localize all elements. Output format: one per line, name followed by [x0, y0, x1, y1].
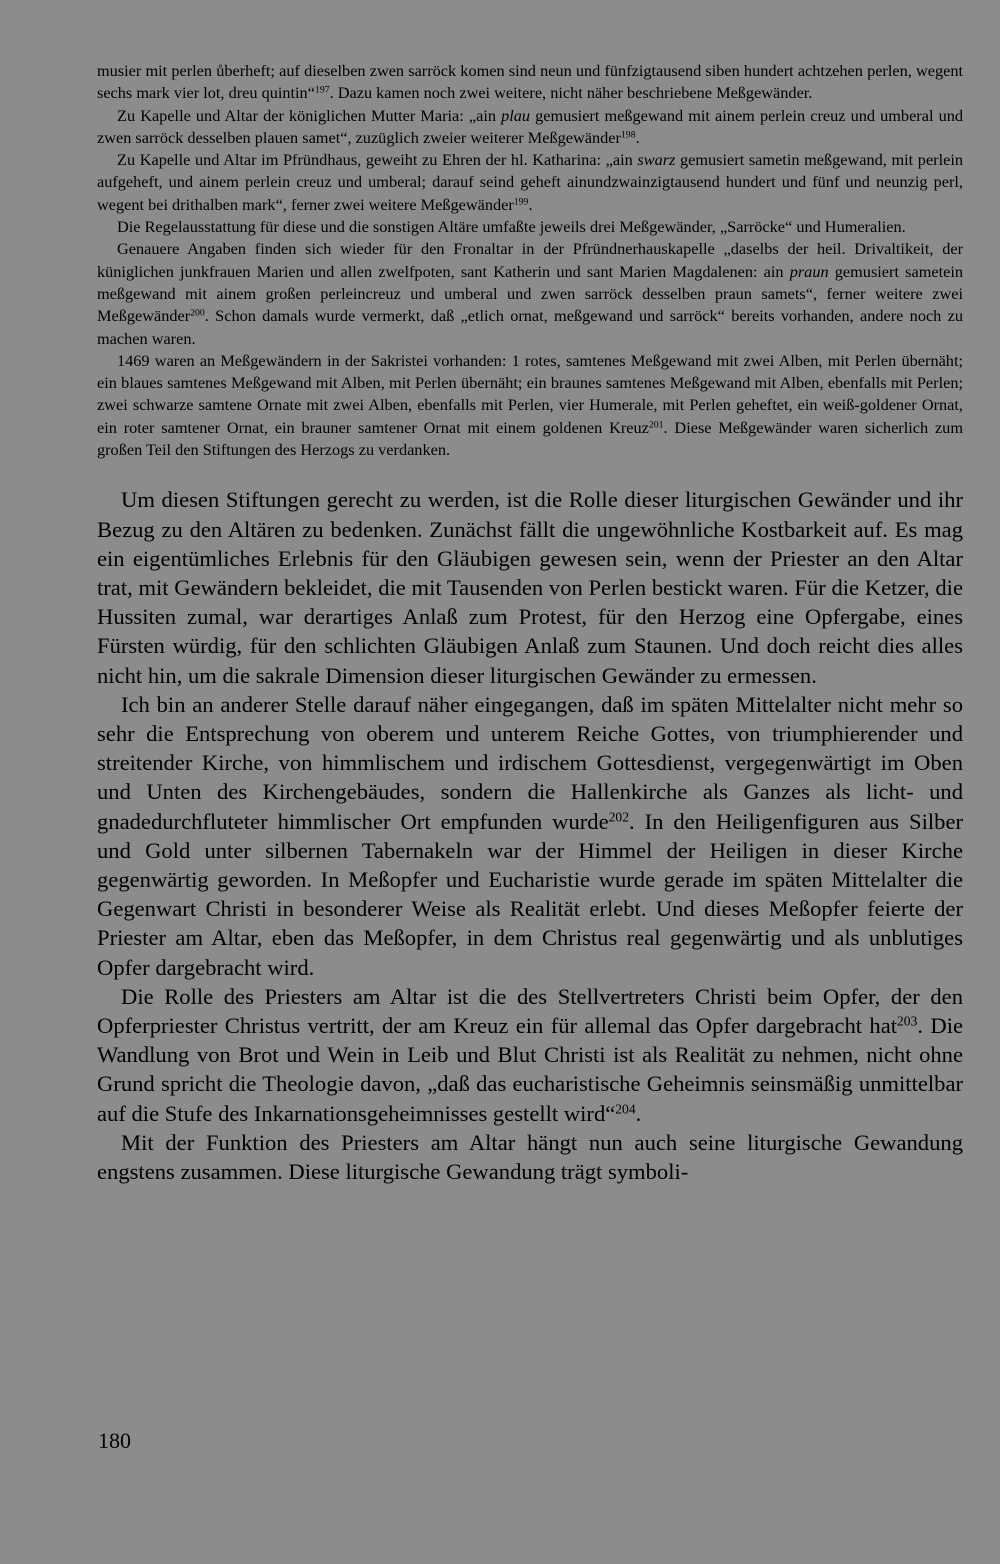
text-run: gemusiert sametin meßgewand, mit perlein aufgeheft, und ainem perlein creuz und umberal; darauf seind geheft ainundzwainzigtausend hundert und fünf und neunzig perl, wegent bei drithalben mark“, ferner zwei weitere Meßgewänder	[97, 150, 964, 214]
text-run: Zu Kapelle und Altar der königlichen Mutter Maria: „ain	[117, 105, 502, 125]
text-run: .	[635, 127, 640, 147]
main-text-block	[97, 485, 963, 1186]
text-run: . In den Heiligenfiguren aus Silber und Gold unter silbernen Tabernakeln war der Himmel der Heiligen in dieser Kirche gegenwärtig geworden. In Meßopfer und Eucharistie wurde gerade im späten Mittelalter die Gegenwart Christi in besonderer Weise als Realität erlebt. Und dieses Meßopfer feierte der Priester am Altar, eben das Meßopfer, in dem Christus real gegenwärtig und als unblutiges Opfer dargebracht wird.	[97, 808, 963, 980]
text-run: Genauere Angaben finden sich wieder für den Fronaltar in der Pfründnerhauskapelle „daselbs der heil. Drivaltikeit, der küniglichen junkfrauen Marien und allen zwelfpoten, sant Katherin und sant Marien Magdalenen: ain	[97, 239, 963, 281]
text-run: Um diesen Stiftungen gerecht zu werden, ist die Rolle dieser liturgischen Gewänder und ihr Bezug zu den Altären zu bedenken. Zunächst fällt die ungewöhnliche Kostbarkeit auf. Es mag ein eigentümliches Erlebnis für den Gläubigen gewesen sein, wenn der Priester an den Altar trat, mit Gewändern bekleidet, die mit Tausenden von Perlen bestickt waren. Für die Ketzer, die Hussiten zumal, war derartiges Anlaß zum Protest, für den Herzog eine Opfergabe, eines Fürsten würdig, für den schlichten Gläubigen Anlaß zum Staunen. Und doch reicht dies alles nicht hin, um die sakrale Dimension dieser liturgischen Gewänder zu ermessen.	[97, 487, 963, 688]
small-print-block	[97, 60, 963, 461]
italic-term: swarz	[637, 150, 676, 170]
text-run: Ich bin an anderer Stelle darauf näher eingegangen, daß im späten Mittelalter nicht mehr so sehr die Entsprechung von oberem und unterem Reiche Gottes, von triumphierender und streitender Kirche, von himmlischem und irdischem Gottesdienst, vergegenwärtigt im Oben und Unten des Kirchengebäudes, sondern die Hallenkirche als Ganzes als licht- und gnadedurchfluteter himmlischer Ort empfunden wurde	[97, 691, 963, 834]
text-run: 1469 waren an Meßgewändern in der Sakristei vorhanden: 1 rotes, samtenes Meßgewand mit zwei Alben, mit Perlen übernäht; ein blaues samtenes Meßgewand mit Alben, mit Perlen übernäht; ein braunes samtenes Meßgewand mit Alben, ebenfalls mit Perlen; zwei schwarze samtene Ornate mit zwei Alben, ebenfalls mit Perlen, vier Humerale, mit Perlen geheftet, ein weiß-goldener Ornat, ein roter samtener Ornat, ein brauner samtener Ornat mit einem goldenen Kreuz	[97, 350, 963, 437]
text-run: Die Regelausstattung für diese und die sonstigen Altäre umfaßte jeweils drei Meßgewänder, „Sarröcke“ und Humeralien.	[117, 217, 906, 237]
text-run: Mit der Funktion des Priesters am Altar hängt nun auch seine liturgische Gewandung engstens zusammen. Diese liturgische Gewandung trägt symboli-	[97, 1129, 963, 1185]
small-paragraph	[97, 149, 963, 216]
text-run: gemusiert meßgewand mit ainem perlein creuz und umberal und zwen sarröck desselben plauen samet“, zuzüglich zweier weiterer Meßgewänder	[97, 105, 963, 147]
text-run: . Schon damals wurde vermerkt, daß „etlich ornat, meßgewand und sarröck“ bereits vorhanden, andere noch zu machen waren.	[97, 306, 963, 348]
footnote-ref: 204	[615, 1101, 636, 1117]
text-run: Die Rolle des Priesters am Altar ist die des Stellvertreters Christi beim Opfer, der den Opferpriester Christus vertritt, der am Kreuz ein für allemal das Opfer dargebracht hat	[97, 983, 963, 1038]
small-paragraph	[97, 216, 963, 238]
footnote-ref: 201	[648, 419, 664, 431]
body-paragraph	[97, 690, 963, 982]
italic-term: plau	[501, 105, 531, 125]
book-page	[97, 60, 963, 1540]
text-run: . Die Wandlung von Brot und Wein in Leib und Blut Christi ist als Realität zu nehmen, nicht ohne Grund spricht die Theologie davon, „daß das eucharistische Geheimnis seinsmäßig unmittelbar auf die Stufe des Inkarnationsgeheimnisses gestellt wird“	[97, 1013, 963, 1126]
body-paragraph	[97, 485, 963, 689]
text-run: . Diese Meßgewänder waren sicherlich zum großen Teil den Stiftungen des Herzogs zu verdanken.	[97, 417, 963, 460]
footnote-ref: 202	[608, 809, 629, 825]
italic-term: praun	[789, 261, 829, 281]
body-paragraph	[97, 982, 963, 1128]
footnote-ref: 198	[620, 129, 636, 141]
text-run: .	[528, 194, 533, 214]
text-run: musier mit perlen ůberheft; auf dieselben zwen sarröck komen sind neun und fünfzigtausend siben hundert achtzehen perlen, wegent sechs mark vier lot, dreu quintin“	[97, 61, 963, 103]
page-number: 180	[98, 1428, 131, 1453]
small-paragraph	[97, 350, 963, 461]
footnote-ref: 199	[513, 196, 529, 208]
small-paragraph	[97, 238, 963, 349]
small-paragraph	[97, 105, 963, 150]
body-paragraph	[97, 1128, 963, 1186]
text-run: gemusiert sametein meßgewand mit ainem großen perleincreuz und umberal und zwen sarröck desselben praun samets“, ferner weitere zwei Meßgewänder	[97, 261, 964, 326]
text-run: .	[635, 1100, 642, 1126]
text-run: . Dazu kamen noch zwei weitere, nicht näher beschriebene Meßgewänder.	[329, 83, 813, 103]
footnote-ref: 197	[314, 84, 330, 96]
footnote-ref: 203	[897, 1013, 918, 1029]
footnote-ref: 200	[190, 307, 205, 319]
text-run: Zu Kapelle und Altar im Pfründhaus, geweiht zu Ehren der hl. Katharina: „ain	[117, 150, 638, 170]
small-paragraph	[97, 60, 963, 105]
